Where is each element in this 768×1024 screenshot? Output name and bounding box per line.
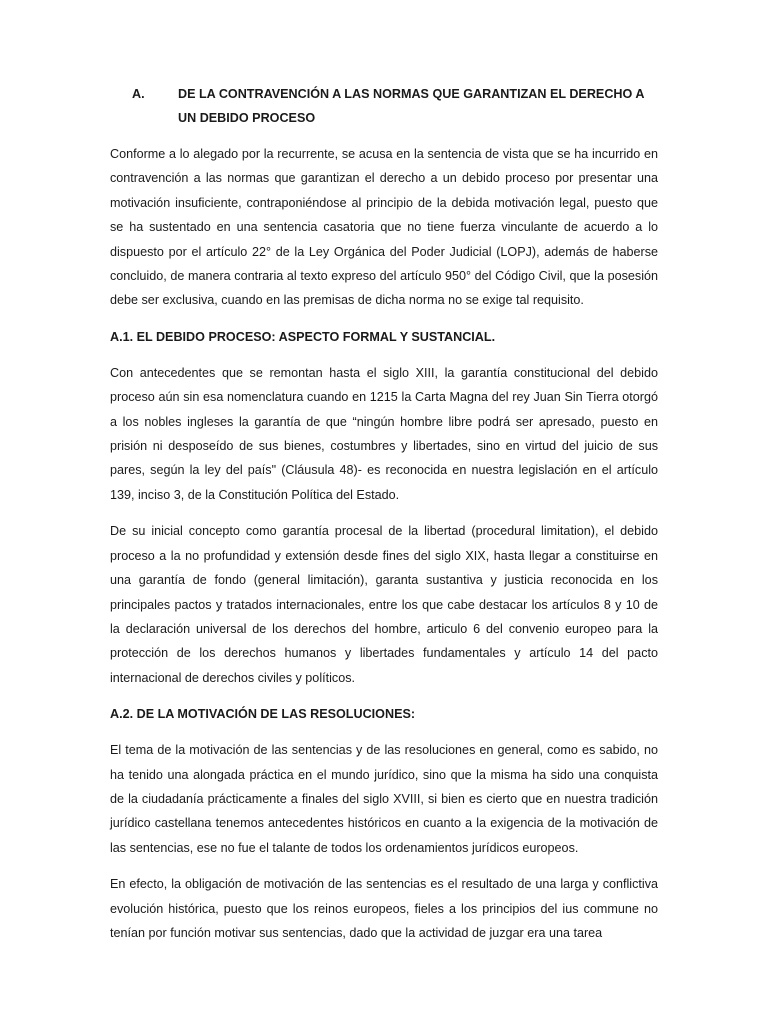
section-a-title: DE LA CONTRAVENCIÓN A LAS NORMAS QUE GARANTIZAN EL DERECHO A UN DEBIDO PROCESO <box>178 87 644 125</box>
paragraph-a-1: Conforme a lo alegado por la recurrente, se acusa en la sentencia de vista que se ha incurrido en contravención a las normas que garantizan el derecho a un debido proceso por presentar una motivación insuficiente, contraponiéndose al principio de la debida motivación legal, puesto que se ha sustentado en una sentencia casatoria que no tiene fuerza vinculante de acuerdo a lo dispuesto por el artículo 22° de la Ley Orgánica del Poder Judicial (LOPJ), además de haberse concluido, de manera contraria al texto expreso del artículo 950° del Código Civil, que la posesión debe ser exclusiva, cuando en las premisas de dicha norma no se exige tal requisito. <box>110 147 658 308</box>
section-a-marker: A. <box>132 87 145 101</box>
paragraph-a2-1: El tema de la motivación de las sentencias y de las resoluciones en general, como es sabido, no ha tenido una alongada práctica en el mundo jurídico, sino que la misma ha sido una conquista de la ciudadanía prácticamente a finales del siglo XVIII, si bien es cierto que en nuestra tradición jurídico castellana tenemos antecedentes históricos en cuanto a la exigencia de la motivación de las sentencias, ese no fue el talante de todos los ordenamientos jurídicos europeos. <box>110 743 658 855</box>
paragraph-a1-2: De su inicial concepto como garantía procesal de la libertad (procedural limitation), el debido proceso a la no profundidad y extensión desde fines del siglo XIX, hasta llegar a constituirse en una garantía de fondo (general limitación), garanta sustantiva y justicia reconocida en los principales pactos y tratados internacionales, entre los que cabe destacar los artículos 8 y 10 de la declaración universal de los derechos del hombre, articulo 6 del convenio europeo para la protección de los derechos humanos y libertades fundamentales y artículo 14 del pacto internacional de derechos civiles y políticos. <box>110 524 658 685</box>
section-a1-title: A.1. EL DEBIDO PROCESO: ASPECTO FORMAL Y SUSTANCIAL. <box>110 329 496 344</box>
paragraph-a2-2: En efecto, la obligación de motivación de las sentencias es el resultado de una larga y conflictiva evolución histórica, puesto que los reinos europeos, fieles a los principios del ius commune no tenían por función motivar sus sentencias, dado que la actividad de juzgar era una tarea <box>110 877 658 940</box>
section-a-heading <box>110 82 658 130</box>
paragraph-a1-1: Con antecedentes que se remontan hasta el siglo XIII, la garantía constitucional del debido proceso aún sin esa nomenclatura cuando en 1215 la Carta Magna del rey Juan Sin Tierra otorgó a los nobles ingleses la garantía de que “ningún hombre libre podrá ser apresado, puesto en prisión ni desposeído de sus bienes, costumbres y libertades, sino en virtud del juicio de sus pares, según la ley del país" (Cláusula 48)- es reconocida en nuestra legislación en el artículo 139, inciso 3, de la Constitución Política del Estado. <box>110 365 658 502</box>
section-a2-title: A.2. DE LA MOTIVACIÓN DE LAS RESOLUCIONES: <box>110 707 416 722</box>
